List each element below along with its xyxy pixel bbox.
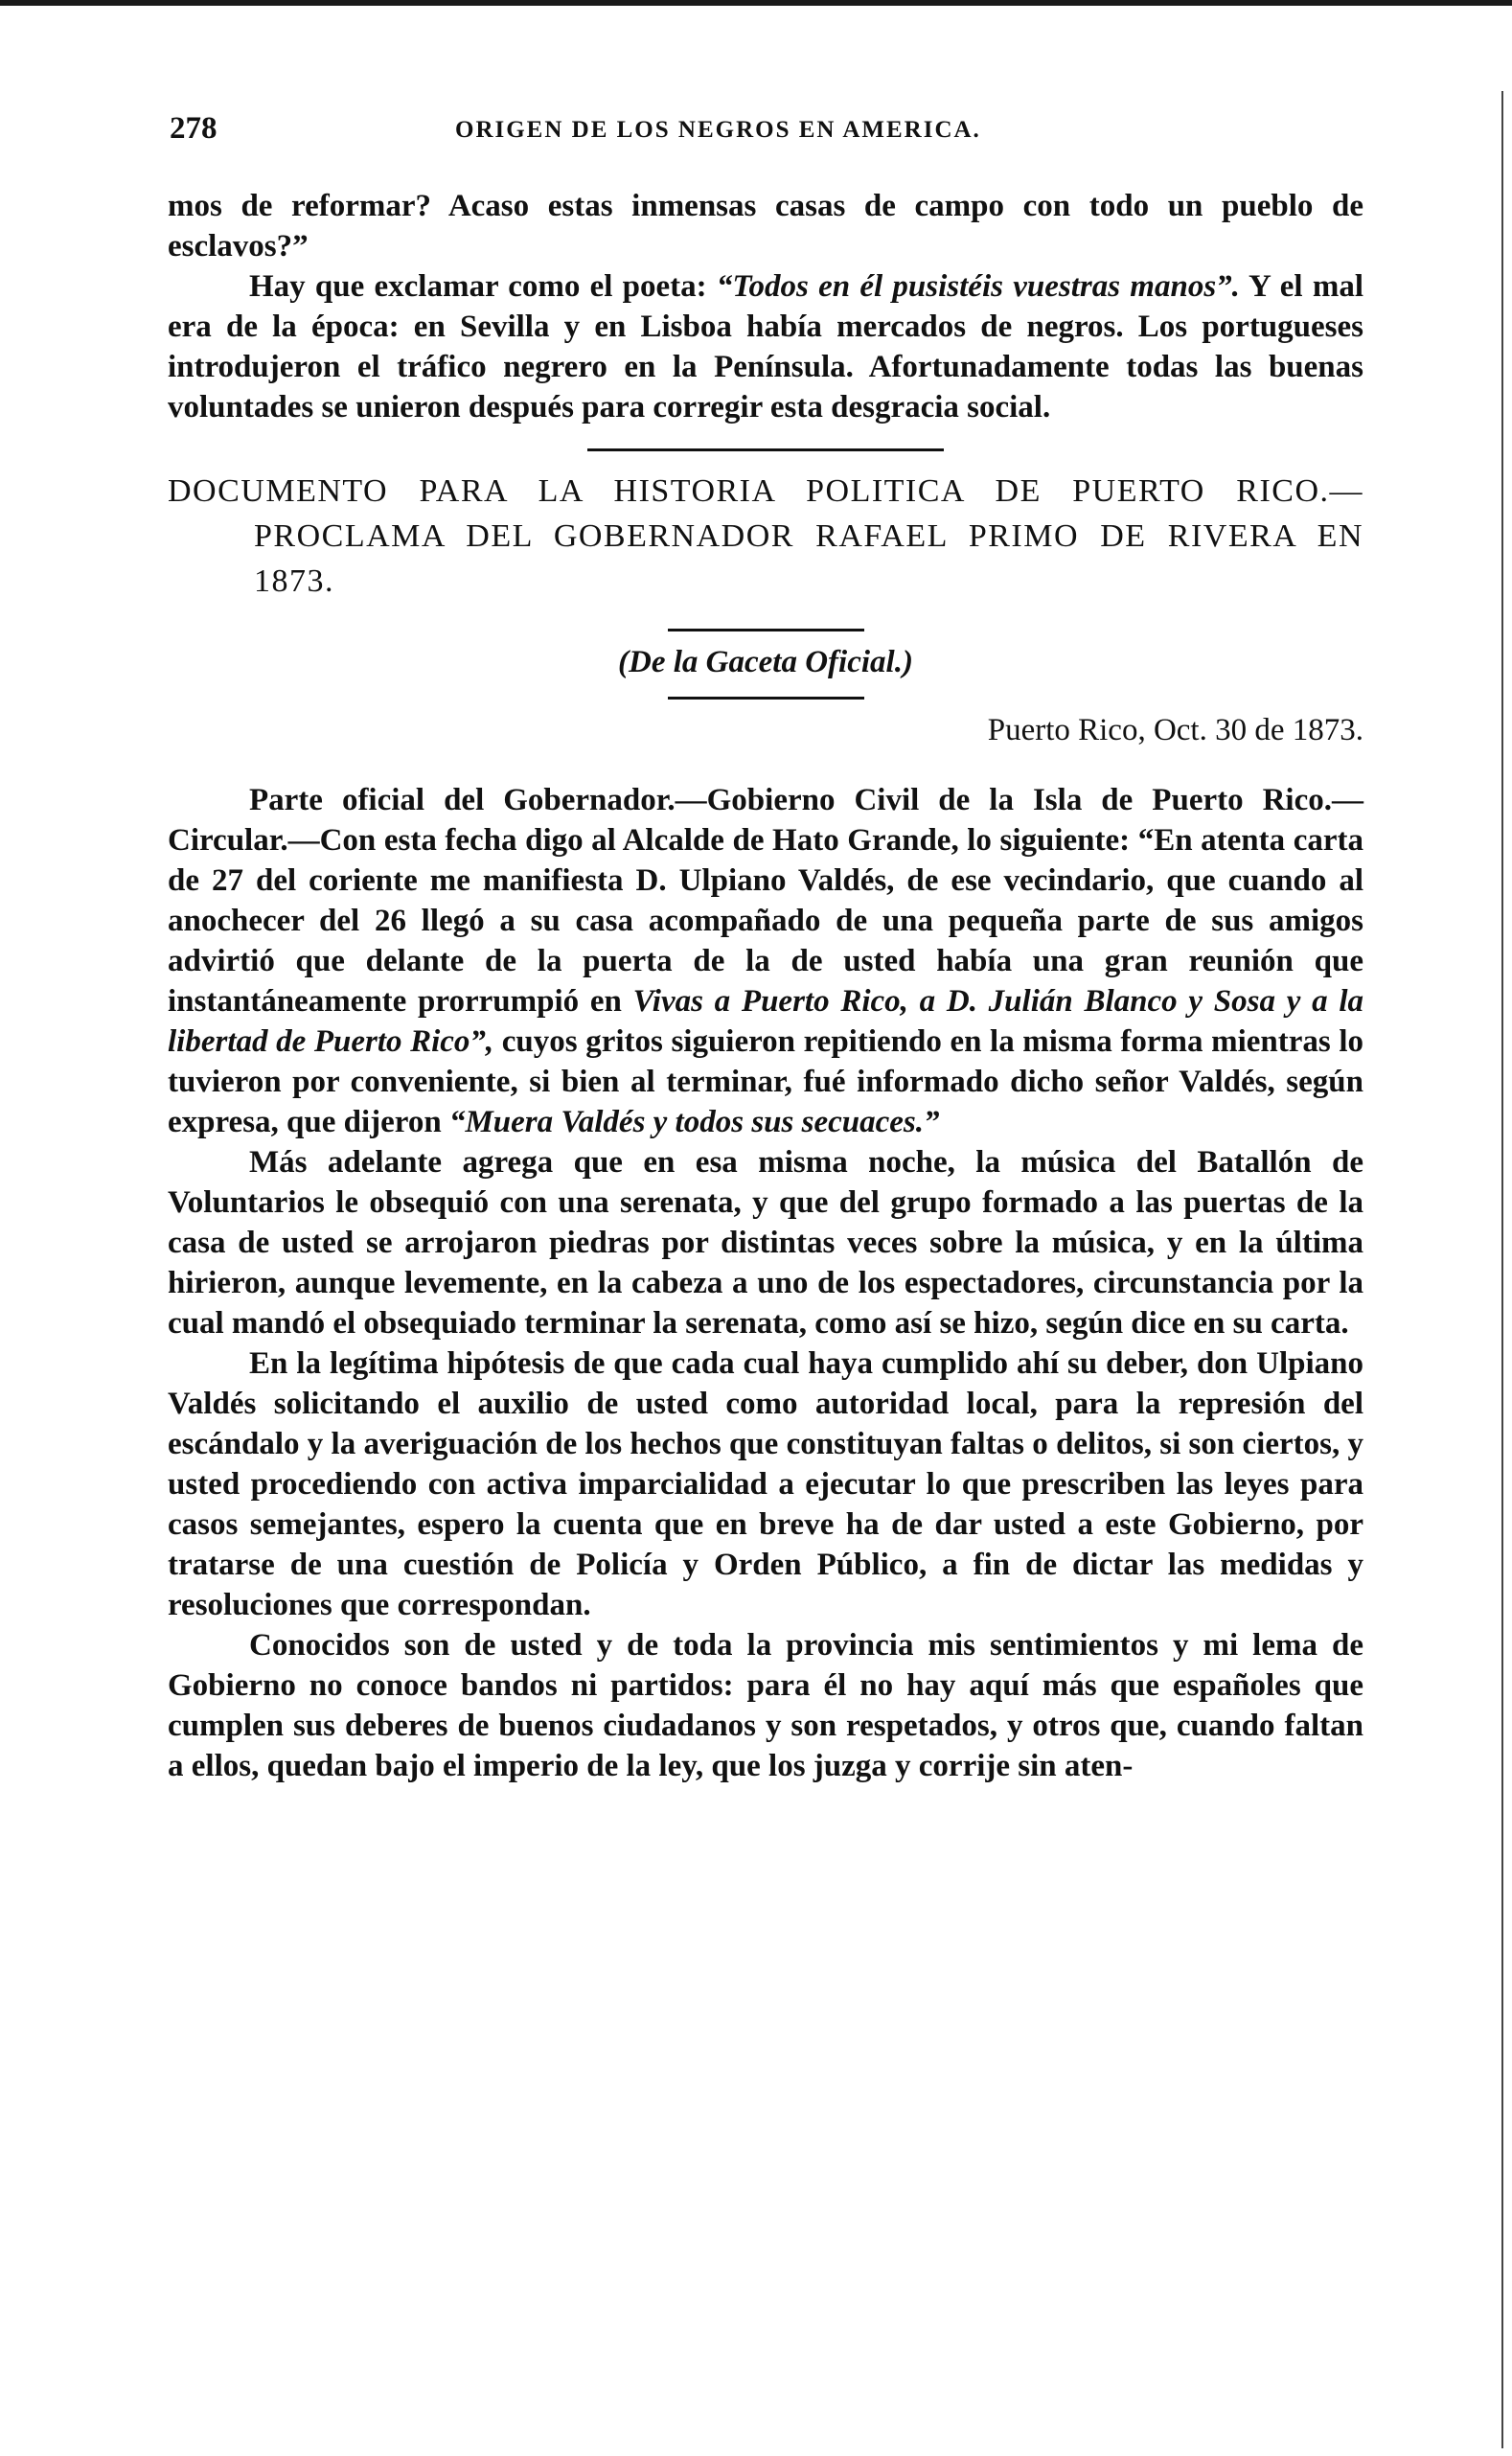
source-divider-top <box>668 629 864 631</box>
right-margin-rule <box>1501 91 1503 2448</box>
document-heading: DOCUMENTO PARA LA HISTORIA POLITICA DE PUERTO RICO.—PROCLAMA DEL GOBERNADOR RAFAEL PRIMO DE RIVERA EN 1873. <box>168 473 1363 599</box>
body-paragraph-1 <box>168 780 1363 1142</box>
dateline: Puerto Rico, Oct. 30 de 1873. <box>987 713 1363 747</box>
paragraph-1-shout-quote: “Muera Valdés y todos sus secuaces.” <box>448 1105 940 1139</box>
page-number: 278 <box>170 111 218 146</box>
paragraph-1-part-c: cuyos gritos siguieron repitiendo en la misma forma mientras lo tuvieron por conveniente, si bien al terminar, fué informado dicho señor Valdés, según expresa, que dijeron <box>168 1024 1363 1139</box>
paragraph-poet-quote <box>168 266 1363 427</box>
source-divider-bottom <box>668 697 864 700</box>
continued-paragraph: mos de reformar? Acaso estas inmensas casas de campo con todo un pueblo de esclavos?” <box>168 189 1363 264</box>
body-paragraph-3: En la legítima hipótesis de que cada cual haya cumplido ahí su deber, don Ulpiano Valdés solicitando el auxilio de usted como autoridad local, para la represión del escándalo y la averiguación de los hechos que constituyan faltas o delitos, si son ciertos, y usted procediendo con activa imparcialidad a ejecutar lo que prescriben las leyes para casos semejantes, espero la cuenta que en breve ha de dar usted a este Gobierno, por tratarse de una cuestión de Policía y Orden Público, a fin de dictar las medidas y resoluciones que correspondan. <box>168 1346 1363 1622</box>
book-page <box>168 103 1363 1786</box>
paragraph-1-part-a: Parte oficial del Gobernador.—Gobierno Civil de la Isla de Puerto Rico.—Circular.—Con esta fecha digo al Alcalde de Hato Grande, lo siguiente: “En atenta carta de 27 del coriente me manifiesta D. Ulpiano Valdés, de ese vecindario, que cuando al anochecer del 26 llegó a su casa acompañado de una pequeña parte de sus amigos advirtió que delante de la puerta de la de usted había una gran reunión que instantáneamente prorrumpió en <box>168 783 1363 1019</box>
body-paragraph-4: Conocidos son de usted y de toda la provincia mis sentimientos y mi lema de Gobierno no conoce bandos ni partidos: para él no hay aquí más que españoles que cumplen sus deberes de buenos ciudadanos y son respetados, y otros que, cuando faltan a ellos, quedan bajo el imperio de la ley, que los juzga y corrije sin aten- <box>168 1628 1363 1783</box>
paragraph-rest: Y el mal era de la época: en Sevilla y en Lisboa había mercados de negros. Los portugueses introdujeron el tráfico negrero en la Península. Afortunadamente todas las buenas voluntades se unieron después para corregir esta desgracia social. <box>168 269 1364 425</box>
source-citation: (De la Gaceta Oficial.) <box>618 645 913 679</box>
running-title: ORIGEN DE LOS NEGROS EN AMERICA. <box>455 117 981 143</box>
page-header <box>168 103 1363 161</box>
top-border-rule <box>0 0 1512 6</box>
paragraph-lead: Hay que exclamar como el poeta: <box>249 269 717 304</box>
section-divider <box>587 448 944 451</box>
poet-quote: “Todos en él pusistéis vuestras manos”. <box>716 269 1240 304</box>
body-paragraph-2: Más adelante agrega que en esa misma noche, la música del Batallón de Voluntarios le obsequió con una serenata, y que del grupo formado a las puertas de la casa de usted se arrojaron piedras por distintas veces sobre la música, y en la última hirieron, aunque levemente, en la cabeza a uno de los espectadores, circunstancia por la cual mandó el obsequiado terminar la serenata, como así se hizo, según dice en su carta. <box>168 1145 1363 1341</box>
paragraph-1-cheers-quote: Vivas a Puerto Rico, a D. Julián Blanco y Sosa y a la libertad de Puerto Rico”, <box>168 984 1363 1059</box>
